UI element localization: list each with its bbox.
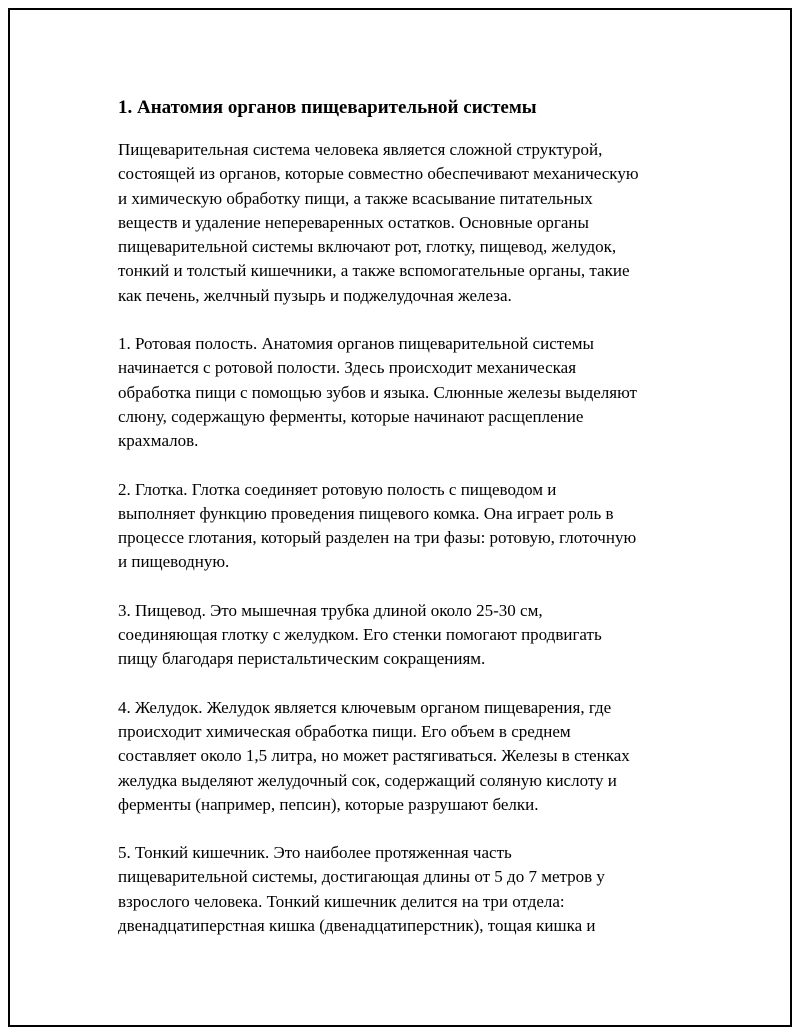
text-line: 3. Пищевод. Это мышечная трубка длиной около 25-30 см, [118,600,543,620]
text-line: взрослого человека. Тонкий кишечник делится на три отдела: [118,891,565,911]
text-line: 5. Тонкий кишечник. Это наиболее протяженная часть [118,843,512,863]
text-line: пищеварительной системы включают рот, глотку, пищевод, желудок, [118,237,617,257]
text-line: и химическую обработку пищи, а также всасывание питательных [118,188,593,208]
paragraph-intro [118,138,698,308]
text-line: двенадцатиперстная кишка (двенадцатиперстник), тощая кишка и [118,916,596,936]
text-line: пищу благодаря перистальтическим сокращениям. [118,649,486,669]
text-line: 2. Глотка. Глотка соединяет ротовую полость с пищеводом и [118,479,557,499]
paragraph-pharynx [118,478,698,575]
text-line: составляет около 1,5 литра, но может растягиваться. Железы в стенках [118,746,630,766]
paragraph-esophagus [118,599,698,672]
text-line: веществ и удаление непереваренных остатков. Основные органы [118,212,589,232]
text-line: желудка выделяют желудочный сок, содержащий соляную кислоту и [118,770,617,790]
text-line: обработка пищи с помощью зубов и языка. Слюнные железы выделяют [118,382,637,402]
text-line: слюну, содержащую ферменты, которые начинают расщепление [118,406,584,426]
text-line: состоящей из органов, которые совместно обеспечивают механическую [118,164,639,184]
text-line: соединяющая глотку с желудком. Его стенки помогают продвигать [118,625,602,645]
paragraph-small-intestine [118,841,698,938]
text-line: пищеварительной системы, достигающая длины от 5 до 7 метров у [118,867,605,887]
text-line: как печень, желчный пузырь и поджелудочная железа. [118,285,512,305]
text-line: процессе глотания, который разделен на три фазы: ротовую, глоточную [118,528,637,548]
text-line: крахмалов. [118,431,199,451]
section-heading: 1. Анатомия органов пищеварительной системы [118,97,537,118]
paragraph-stomach [118,696,698,817]
text-line: 1. Ротовая полость. Анатомия органов пищеварительной системы [118,334,594,354]
text-line: ферменты (например, пепсин), которые разрушают белки. [118,794,539,814]
paragraph-oral-cavity [118,332,698,453]
text-line: 4. Желудок. Желудок является ключевым органом пищеварения, где [118,697,612,717]
text-line: начинается с ротовой полости. Здесь происходит механическая [118,358,577,378]
text-line: и пищеводную. [118,552,230,572]
text-line: Пищеварительная система человека является сложной структурой, [118,140,603,159]
document-content [118,96,698,938]
document-page [8,8,792,1027]
text-line: происходит химическая обработка пищи. Его объем в среднем [118,721,571,741]
text-line: выполняет функцию проведения пищевого комка. Она играет роль в [118,503,614,523]
text-line: тонкий и толстый кишечники, а также вспомогательные органы, такие [118,261,630,281]
